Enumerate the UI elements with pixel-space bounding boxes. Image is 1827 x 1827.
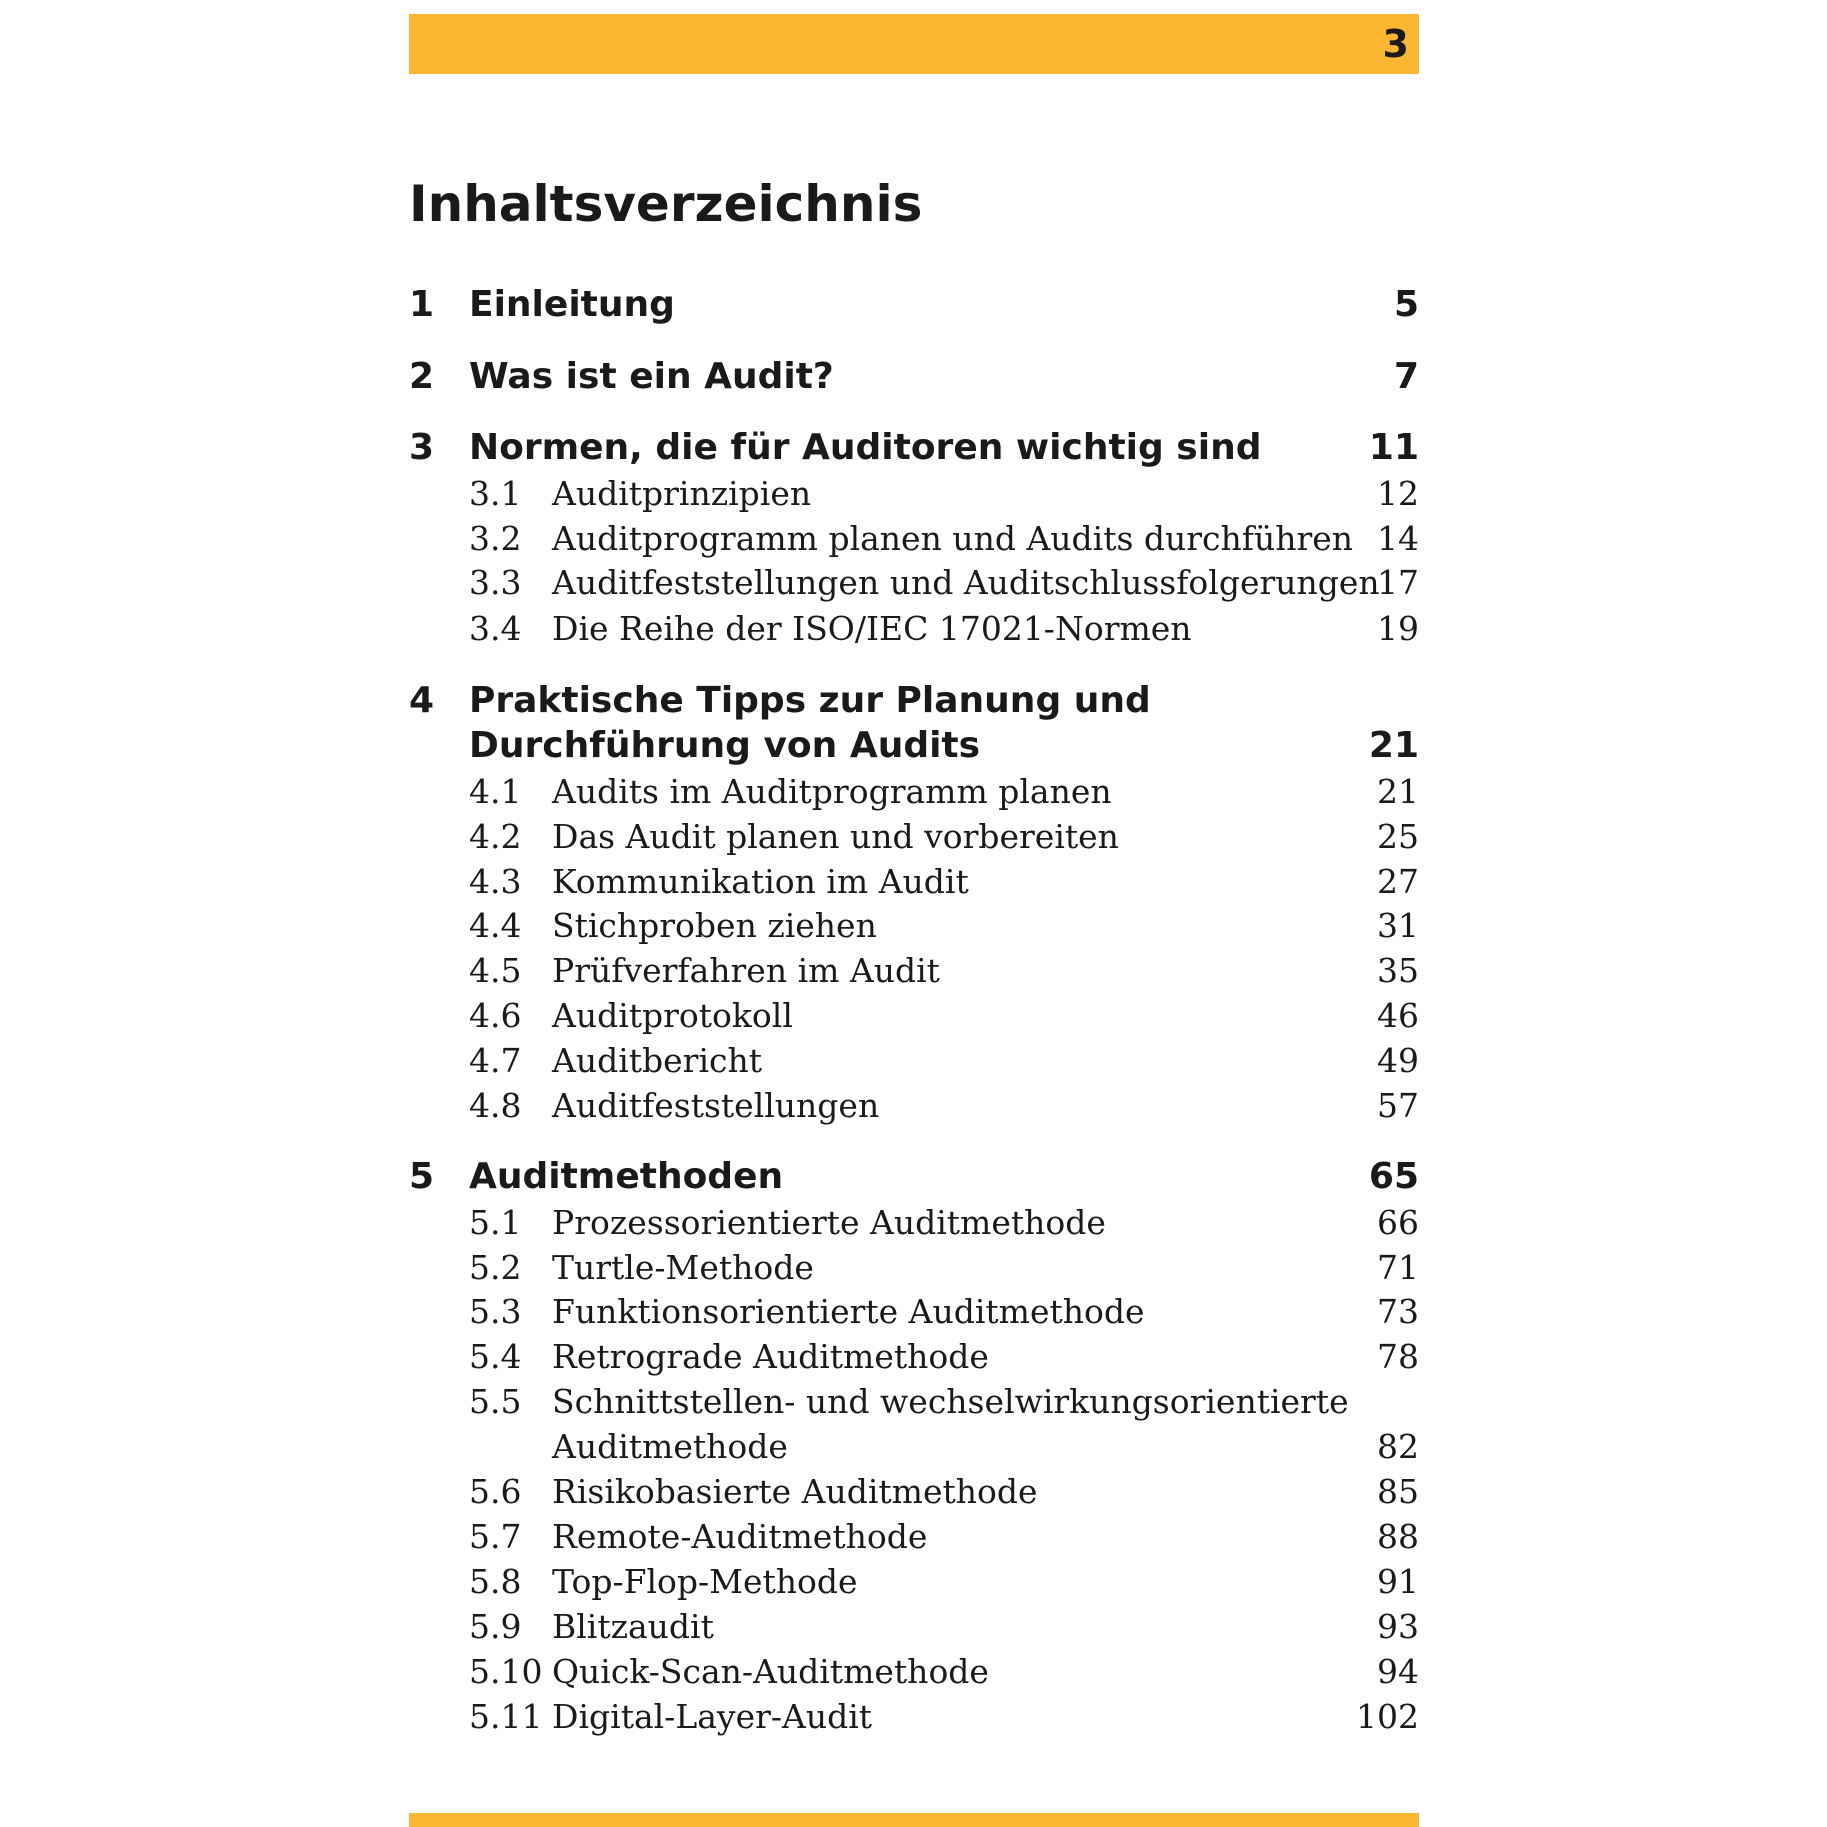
chapter-title: Was ist ein Audit? [469, 356, 834, 397]
section-number: 4.5 [469, 951, 522, 990]
section-number: 5.7 [469, 1517, 522, 1556]
section-number: 3.4 [469, 609, 522, 648]
toc-section-5-4[interactable] [409, 1334, 1419, 1379]
section-number: 3.3 [469, 563, 522, 602]
section-number: 3.1 [469, 474, 522, 513]
section-title: Top-Flop-Methode [552, 1562, 858, 1601]
section-page: 94 [1377, 1652, 1419, 1691]
section-number: 5.9 [469, 1607, 522, 1646]
footer-bar [409, 1813, 1419, 1827]
chapter-title-line-1: Praktische Tipps zur Planung und [469, 680, 1151, 721]
section-number: 4.7 [469, 1041, 522, 1080]
section-number: 5.1 [469, 1203, 522, 1242]
section-title: Audits im Auditprogramm planen [552, 772, 1112, 811]
toc-section-5-7[interactable] [409, 1514, 1419, 1559]
section-page: 21 [1377, 772, 1419, 811]
section-title: Auditprogramm planen und Audits durchführen [552, 519, 1354, 558]
toc-section-5-10[interactable] [409, 1649, 1419, 1694]
section-page: 82 [1377, 1427, 1419, 1466]
section-page: 91 [1377, 1562, 1419, 1601]
section-number: 4.4 [469, 906, 522, 945]
section-number: 5.10 [469, 1652, 543, 1691]
toc-section-3-2[interactable] [409, 516, 1419, 561]
section-number: 4.8 [469, 1086, 522, 1125]
toc-section-5-5[interactable] [409, 1379, 1419, 1424]
section-page: 25 [1377, 817, 1419, 856]
toc-chapter-3[interactable] [409, 424, 1419, 472]
section-number: 5.8 [469, 1562, 522, 1601]
chapter-page: 11 [1368, 427, 1419, 468]
section-number: 5.3 [469, 1292, 522, 1331]
section-title: Auditfeststellungen und Auditschlussfolgerungen [552, 563, 1380, 602]
chapter-title-line-2: Durchführung von Audits [469, 725, 981, 766]
toc-section-3-3[interactable] [409, 560, 1419, 605]
chapter-title: Auditmethoden [469, 1156, 784, 1197]
toc-section-4-5[interactable] [409, 948, 1419, 993]
toc-section-5-5-continued[interactable] [409, 1424, 1419, 1469]
toc-chapter-2[interactable] [409, 353, 1419, 401]
toc-section-5-8[interactable] [409, 1559, 1419, 1604]
chapter-number: 3 [409, 427, 435, 468]
section-number: 4.2 [469, 817, 522, 856]
section-number: 4.6 [469, 996, 522, 1035]
toc-section-4-3[interactable] [409, 859, 1419, 904]
section-page: 73 [1377, 1292, 1419, 1331]
toc-chapter-4[interactable] [409, 677, 1419, 725]
toc-chapter-5[interactable] [409, 1153, 1419, 1201]
section-title: Auditprinzipien [552, 474, 812, 513]
section-number: 3.2 [469, 519, 522, 558]
section-page: 49 [1377, 1041, 1419, 1080]
section-number: 4.1 [469, 772, 522, 811]
section-title: Die Reihe der ISO/IEC 17021-Normen [552, 609, 1192, 648]
section-title: Kommunikation im Audit [552, 862, 969, 901]
toc-chapter-1[interactable] [409, 281, 1419, 329]
section-title-line-2: Auditmethode [552, 1427, 788, 1466]
chapter-title: Einleitung [469, 284, 675, 325]
section-number: 5.11 [469, 1697, 543, 1736]
section-title: Remote-Auditmethode [552, 1517, 928, 1556]
toc-section-5-11[interactable] [409, 1694, 1419, 1739]
section-page: 66 [1377, 1203, 1419, 1242]
toc-section-4-1[interactable] [409, 769, 1419, 814]
section-title: Funktionsorientierte Auditmethode [552, 1292, 1145, 1331]
chapter-number: 5 [409, 1156, 435, 1197]
table-of-contents [409, 0, 1419, 1827]
section-page: 31 [1377, 906, 1419, 945]
toc-section-4-7[interactable] [409, 1038, 1419, 1083]
toc-section-5-6[interactable] [409, 1469, 1419, 1514]
toc-section-4-6[interactable] [409, 993, 1419, 1038]
section-title: Blitzaudit [552, 1607, 714, 1646]
toc-section-4-4[interactable] [409, 903, 1419, 948]
toc-section-3-4[interactable] [409, 606, 1419, 651]
section-page: 78 [1377, 1337, 1419, 1376]
toc-section-5-2[interactable] [409, 1245, 1419, 1290]
toc-section-5-3[interactable] [409, 1289, 1419, 1334]
section-number: 5.5 [469, 1382, 522, 1421]
section-title: Prozessorientierte Auditmethode [552, 1203, 1106, 1242]
toc-chapter-4-continued[interactable] [409, 722, 1419, 770]
chapter-number: 4 [409, 680, 435, 721]
section-page: 46 [1377, 996, 1419, 1035]
section-page: 93 [1377, 1607, 1419, 1646]
section-title: Auditfeststellungen [552, 1086, 880, 1125]
section-title: Stichproben ziehen [552, 906, 877, 945]
chapter-page: 7 [1393, 356, 1419, 397]
section-title: Turtle-Methode [552, 1248, 814, 1287]
section-page: 14 [1377, 519, 1419, 558]
section-page: 12 [1377, 474, 1419, 513]
page-number: 3 [1382, 22, 1409, 66]
section-title: Quick-Scan-Auditmethode [552, 1652, 989, 1691]
section-title: Prüfverfahren im Audit [552, 951, 940, 990]
section-title: Das Audit planen und vorbereiten [552, 817, 1119, 856]
section-number: 5.2 [469, 1248, 522, 1287]
toc-section-5-1[interactable] [409, 1200, 1419, 1245]
section-page: 35 [1377, 951, 1419, 990]
toc-section-3-1[interactable] [409, 471, 1419, 516]
section-page: 57 [1377, 1086, 1419, 1125]
section-page: 71 [1377, 1248, 1419, 1287]
section-page: 19 [1377, 609, 1419, 648]
toc-section-4-8[interactable] [409, 1083, 1419, 1128]
section-page: 27 [1377, 862, 1419, 901]
chapter-title: Normen, die für Auditoren wichtig sind [469, 427, 1262, 468]
section-title: Auditbericht [552, 1041, 763, 1080]
section-page: 17 [1377, 563, 1419, 602]
section-page: 88 [1377, 1517, 1419, 1556]
section-title: Digital-Layer-Audit [552, 1697, 873, 1736]
section-number: 5.6 [469, 1472, 522, 1511]
toc-section-4-2[interactable] [409, 814, 1419, 859]
section-number: 4.3 [469, 862, 522, 901]
chapter-page: 21 [1368, 725, 1419, 766]
toc-section-5-9[interactable] [409, 1604, 1419, 1649]
section-page: 102 [1356, 1697, 1419, 1736]
section-number: 5.4 [469, 1337, 522, 1376]
page-title: Inhaltsverzeichnis [409, 175, 923, 233]
chapter-page: 5 [1393, 284, 1419, 325]
chapter-number: 2 [409, 356, 435, 397]
section-title-line-1: Schnittstellen- und wechselwirkungsorientierte [552, 1382, 1349, 1421]
section-title: Retrograde Auditmethode [552, 1337, 989, 1376]
section-title: Risikobasierte Auditmethode [552, 1472, 1038, 1511]
chapter-number: 1 [409, 284, 435, 325]
chapter-page: 65 [1368, 1156, 1419, 1197]
section-title: Auditprotokoll [552, 996, 793, 1035]
section-page: 85 [1377, 1472, 1419, 1511]
